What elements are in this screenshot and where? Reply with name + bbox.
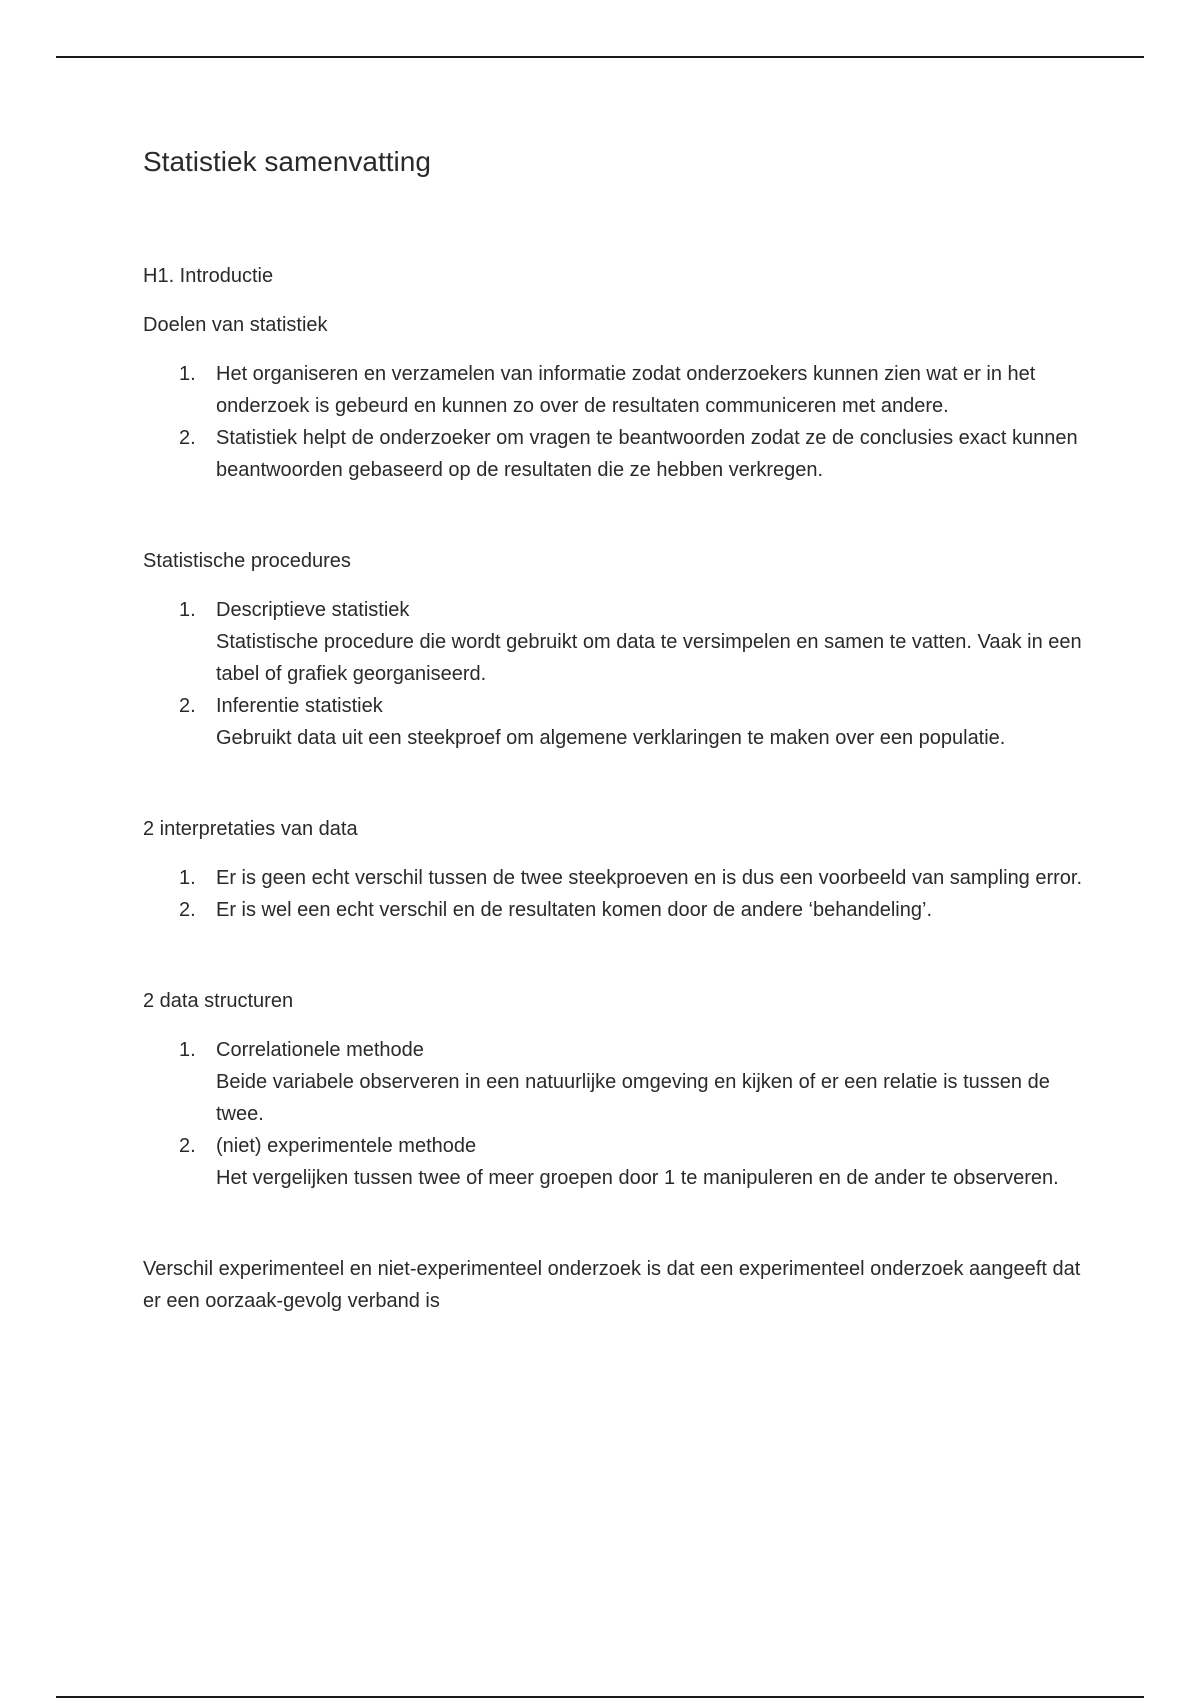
- document-body: [143, 142, 1083, 1317]
- list-number: 2.: [179, 427, 196, 449]
- list-item-text: Er is geen echt verschil tussen de twee steekproeven en is dus een voorbeeld van sampling error.: [216, 867, 1083, 889]
- list-item-text: Statistiek helpt de onderzoeker om vragen te beantwoorden zodat ze de conclusies exact kunnen beantwoorden gebaseerd op de resultaten die ze hebben verkregen.: [216, 427, 1078, 481]
- list-number: 1.: [179, 363, 196, 385]
- list-number: 1.: [179, 599, 196, 621]
- list-number: 2.: [179, 695, 196, 717]
- list-item: [143, 894, 1083, 926]
- list-item-title: Descriptieve statistiek: [216, 599, 410, 621]
- chapter-heading: H1. Introductie: [143, 265, 274, 287]
- goals-list: [143, 358, 1083, 486]
- list-number: 1.: [179, 1039, 196, 1061]
- structures-list: [143, 1034, 1083, 1194]
- section-heading-goals: Doelen van statistiek: [143, 314, 328, 336]
- section-heading-structures: 2 data structuren: [143, 990, 294, 1012]
- conclusion-paragraph: Verschil experimenteel en niet-experimenteel onderzoek is dat een experimenteel onderzoek aangeeft dat er een oorzaak-gevolg verband is: [143, 1258, 1081, 1312]
- interpretations-list: [143, 862, 1083, 926]
- list-item: [143, 1130, 1083, 1194]
- procedures-list: [143, 594, 1083, 754]
- list-number: 2.: [179, 1135, 196, 1157]
- section-heading-interpretations: 2 interpretaties van data: [143, 818, 358, 840]
- list-item-text: Het vergelijken tussen twee of meer groepen door 1 te manipuleren en de ander te observeren.: [216, 1167, 1059, 1189]
- list-item: [143, 690, 1083, 754]
- list-number: 1.: [179, 867, 196, 889]
- list-item-title: Correlationele methode: [216, 1039, 424, 1061]
- list-item-text: Het organiseren en verzamelen van informatie zodat onderzoekers kunnen zien wat er in het onderzoek is gebeurd en kunnen zo over de resultaten communiceren met andere.: [216, 363, 1036, 417]
- list-number: 2.: [179, 899, 196, 921]
- list-item-text: Gebruikt data uit een steekproef om algemene verklaringen te maken over een populatie.: [216, 727, 1006, 749]
- document-title: Statistiek samenvatting: [143, 146, 431, 177]
- list-item-text: Er is wel een echt verschil en de resultaten komen door de andere ‘behandeling’.: [216, 899, 932, 921]
- section-heading-procedures: Statistische procedures: [143, 550, 351, 572]
- list-item-title: Inferentie statistiek: [216, 695, 383, 717]
- list-item: [143, 422, 1083, 486]
- list-item: [143, 1034, 1083, 1130]
- header-rule: [56, 56, 1144, 58]
- list-item: [143, 594, 1083, 690]
- footer-rule: [56, 1696, 1144, 1698]
- list-item: [143, 862, 1083, 894]
- list-item: [143, 358, 1083, 422]
- list-item-text: Beide variabele observeren in een natuurlijke omgeving en kijken of er een relatie is tussen de twee.: [216, 1071, 1050, 1125]
- list-item-text: Statistische procedure die wordt gebruikt om data te versimpelen en samen te vatten. Vaak in een tabel of grafiek georganiseerd.: [216, 631, 1082, 685]
- list-item-title: (niet) experimentele methode: [216, 1135, 477, 1157]
